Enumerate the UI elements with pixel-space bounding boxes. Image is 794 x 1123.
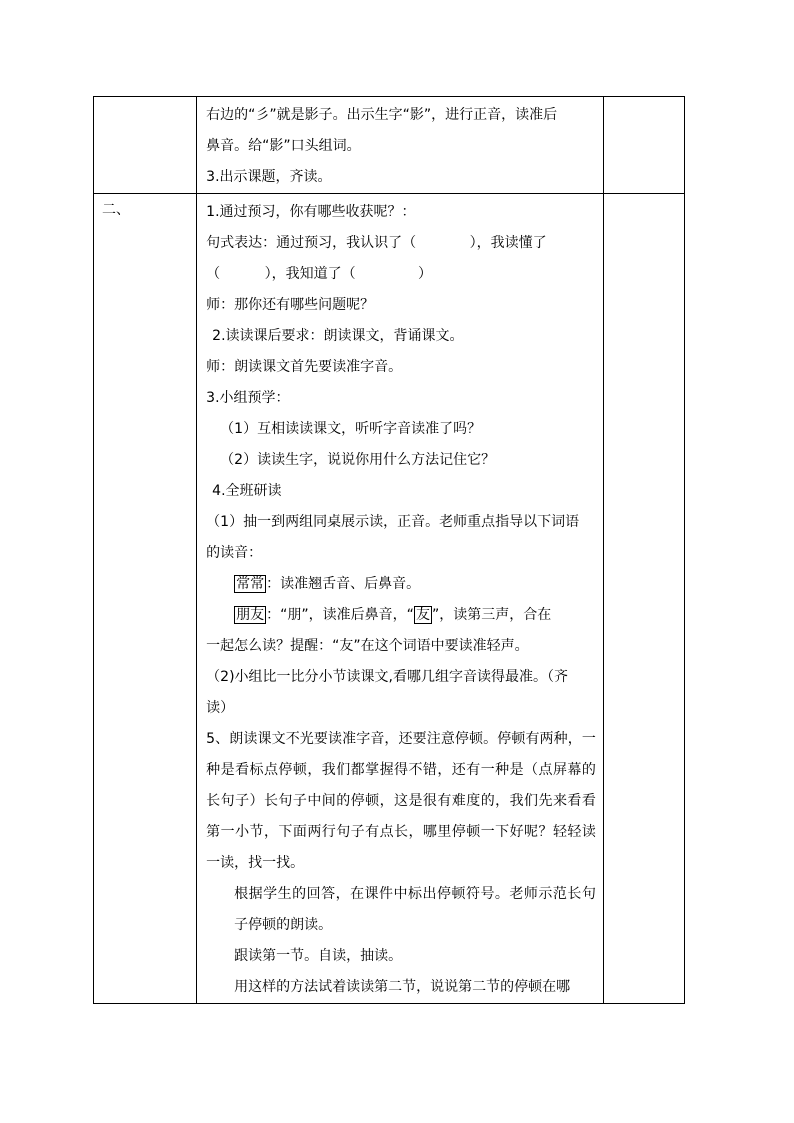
boxed-word: 朋友	[236, 607, 265, 623]
lesson-table	[93, 96, 685, 1004]
word-note-cont: 一起怎么读？提醒：“友”在这个词语中要读准轻声。	[206, 638, 529, 654]
group-step: （2）读读生字，说说你用什么方法记住它？	[220, 452, 496, 468]
table-row	[94, 97, 685, 194]
paragraph: 根据学生的回答，在课件中标出停顿符号。老师示范长句子停顿的朗读。	[234, 886, 596, 933]
class-read-step: （1）抽一到两组同桌展示读，正音。老师重点指导以下词语	[206, 514, 580, 530]
word-item	[206, 600, 596, 631]
paragraph: 5、朗读课文不光要读准字音，还要注意停顿。停顿有两种，一种是看标点停顿，我们都掌握得不错，还有一种是（点屏幕的长句子）长句子中间的停顿，这是很有难度的，我们先来看看第一小节，下面两行句子有点长，哪里停顿一下好呢？轻轻读一读，找一找。	[206, 731, 596, 871]
paragraph: 用这样的方法试着读读第二节，说说第二节的停顿在哪	[234, 979, 571, 995]
content-cell	[197, 194, 604, 1004]
paragraph: 跟读第一节。自读，抽读。	[234, 948, 403, 964]
class-read-step-cont: 的读音：	[206, 545, 263, 561]
text-line: 3.出示课题，齐读。	[206, 169, 332, 185]
sentence-pattern-cont: （ ），我知道了（ ）	[206, 266, 432, 282]
requirement: 2.读读课后要求：朗读课文，背诵课文。	[212, 328, 464, 344]
word-note: ：读准翘舌音、后鼻音。	[266, 576, 421, 592]
class-read-step-cont: 读）	[206, 700, 235, 716]
word-item	[206, 569, 596, 600]
teacher-line: 师：朗读课文首先要读准字音。	[206, 359, 403, 375]
question-1: 1.通过预习，你有哪些收获呢？：	[206, 204, 416, 220]
word-note: ：“朋”，读准后鼻音，“	[266, 607, 414, 623]
group-step: （1）互相读读课文，听听字音读准了吗？	[220, 421, 482, 437]
sentence-pattern: 句式表达：通过预习，我认识了（ ），我读懂了	[206, 235, 547, 251]
notes-cell	[603, 194, 684, 1004]
step-cell	[94, 97, 197, 194]
boxed-word: 常常	[236, 576, 265, 592]
step-cell	[94, 194, 197, 1004]
text-line: 鼻音。给“影”口头组词。	[206, 138, 361, 154]
notes-cell	[603, 97, 684, 194]
table-row	[94, 194, 685, 1004]
word-note: ”，读第三声，合在	[431, 607, 552, 623]
teacher-line: 师：那你还有哪些问题呢？	[206, 297, 375, 313]
content-cell	[197, 97, 604, 194]
step-label: 二、	[102, 202, 130, 218]
group-study: 3.小组预学：	[206, 390, 290, 406]
boxed-char: 友	[415, 607, 430, 623]
class-read: 4.全班研读	[212, 483, 282, 499]
class-read-step: （2)小组比一比分小节读课文,看哪几组字音读得最准。（齐	[206, 669, 568, 685]
text-line: 右边的“彡”就是影子。出示生字“影”，进行正音，读准后	[206, 107, 558, 123]
